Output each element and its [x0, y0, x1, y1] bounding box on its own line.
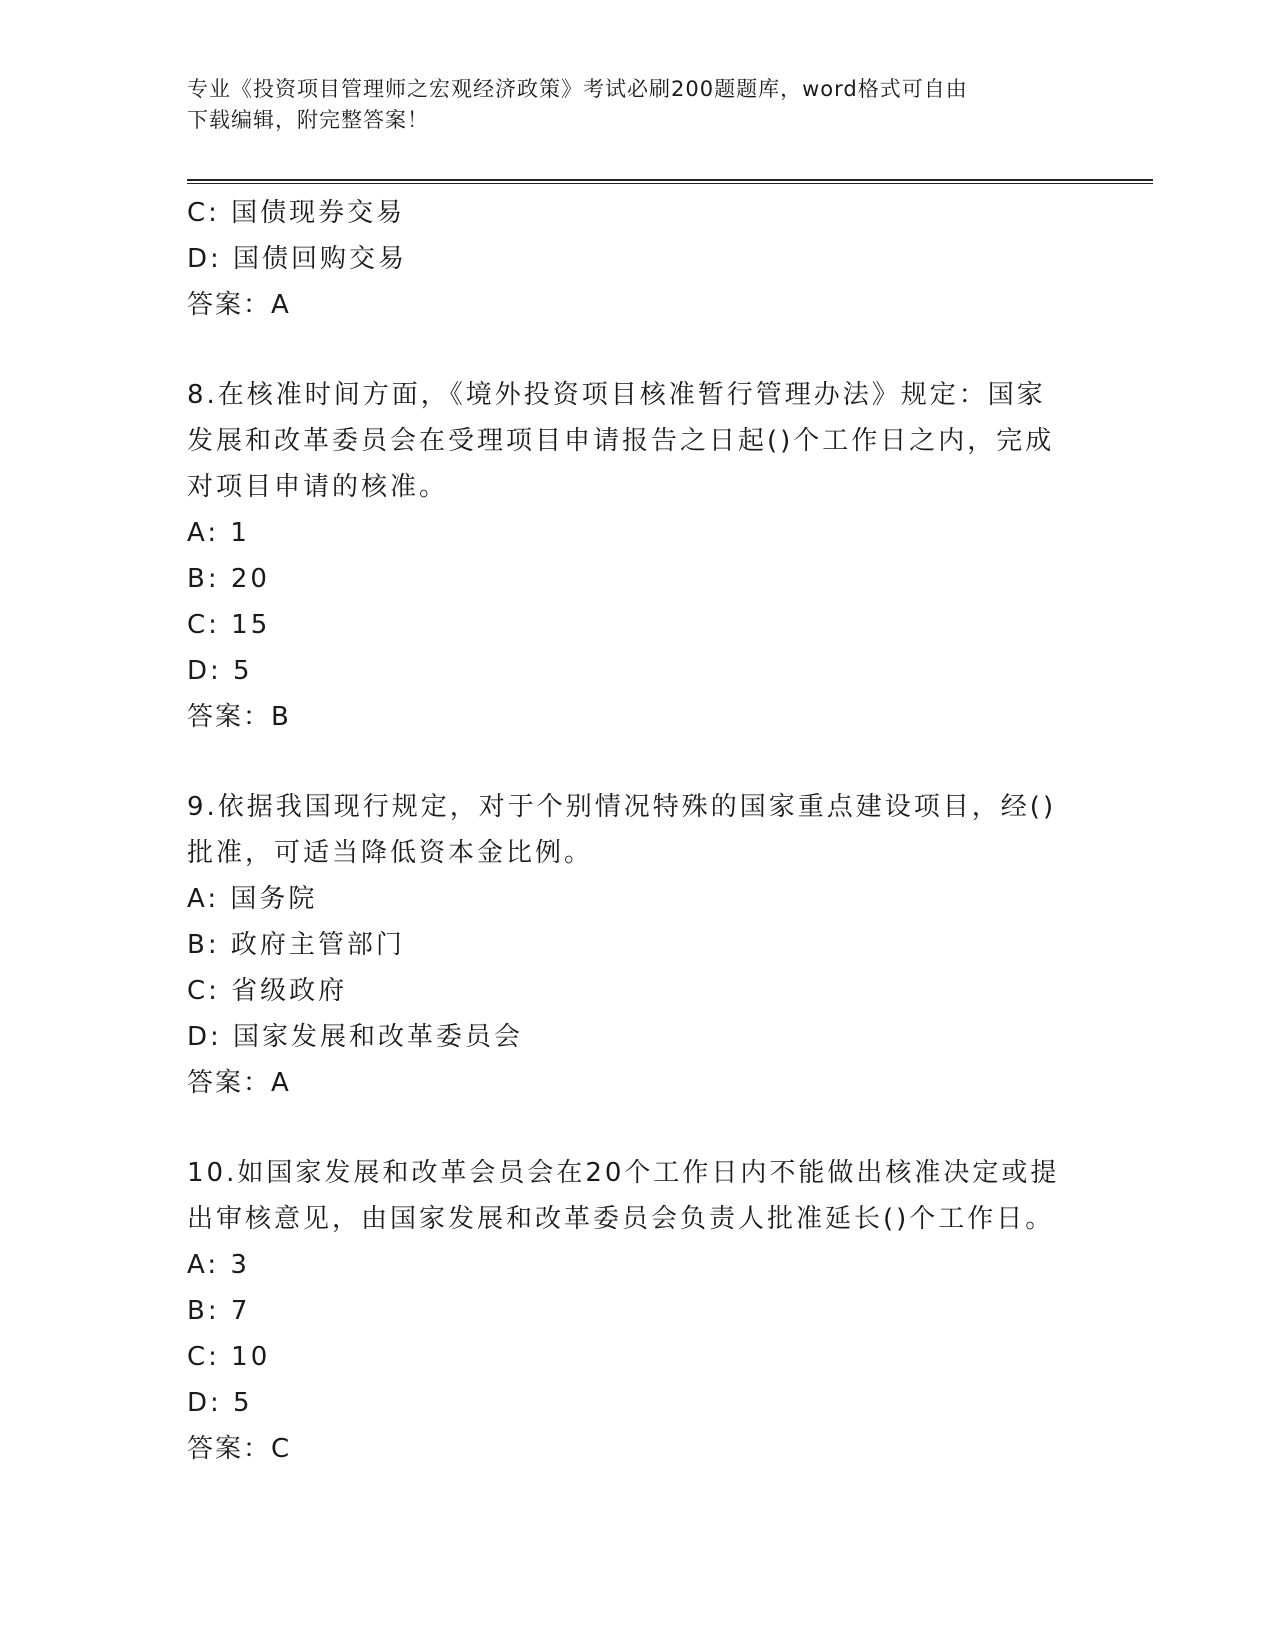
option-d: D: 5: [187, 1388, 253, 1418]
question-7-tail: [187, 190, 1067, 328]
option-b: B: 20: [187, 564, 270, 594]
stem-line: 8.在核准时间方面，《境外投资项目核准暂行管理办法》规定：国家: [187, 380, 1046, 410]
option-a: A: 1: [187, 518, 250, 548]
answer: 答案：C: [187, 1434, 292, 1464]
stem-line: 对项目申请的核准。: [187, 472, 449, 502]
answer: 答案：B: [187, 702, 291, 732]
document-header: [187, 74, 1067, 136]
stem-line: 发展和改革委员会在受理项目申请报告之日起()个工作日之内，完成: [187, 426, 1055, 456]
stem-line: 9.依据我国现行规定，对于个别情况特殊的国家重点建设项目，经(): [187, 792, 1057, 822]
option-c: C: 10: [187, 1342, 271, 1372]
option-b: B: 政府主管部门: [187, 930, 405, 960]
question-10: [187, 1150, 1067, 1472]
question-9: [187, 784, 1067, 1106]
question-stem: [187, 372, 1067, 510]
stem-line: 批准，可适当降低资本金比例。: [187, 838, 594, 868]
option-d: D: 5: [187, 656, 253, 686]
stem-line: 出审核意见，由国家发展和改革委员会负责人批准延长()个工作日。: [187, 1204, 1055, 1234]
stem-line: 10.如国家发展和改革会员会在20个工作日内不能做出核准决定或提: [187, 1158, 1060, 1188]
option-b: B: 7: [187, 1296, 251, 1326]
option-a: A: 3: [187, 1250, 250, 1280]
option-a: A: 国务院: [187, 884, 318, 914]
answer: 答案：A: [187, 290, 291, 320]
answer: 答案：A: [187, 1068, 291, 1098]
question-stem: [187, 1150, 1067, 1242]
option-c: C: 15: [187, 610, 271, 640]
header-line-2: 下载编辑，附完整答案！: [187, 108, 429, 132]
question-8: [187, 372, 1067, 740]
option-c: C: 省级政府: [187, 976, 348, 1006]
question-list: [187, 190, 1067, 1472]
option-d: D: 国家发展和改革委员会: [187, 1022, 524, 1052]
option-d: D: 国债回购交易: [187, 244, 408, 274]
option-c: C: 国债现券交易: [187, 198, 406, 228]
header-divider: [187, 179, 1153, 184]
question-stem: [187, 784, 1067, 876]
header-line-1: 专业《投资项目管理师之宏观经济政策》考试必刷200题题库，word格式可自由: [187, 77, 968, 101]
